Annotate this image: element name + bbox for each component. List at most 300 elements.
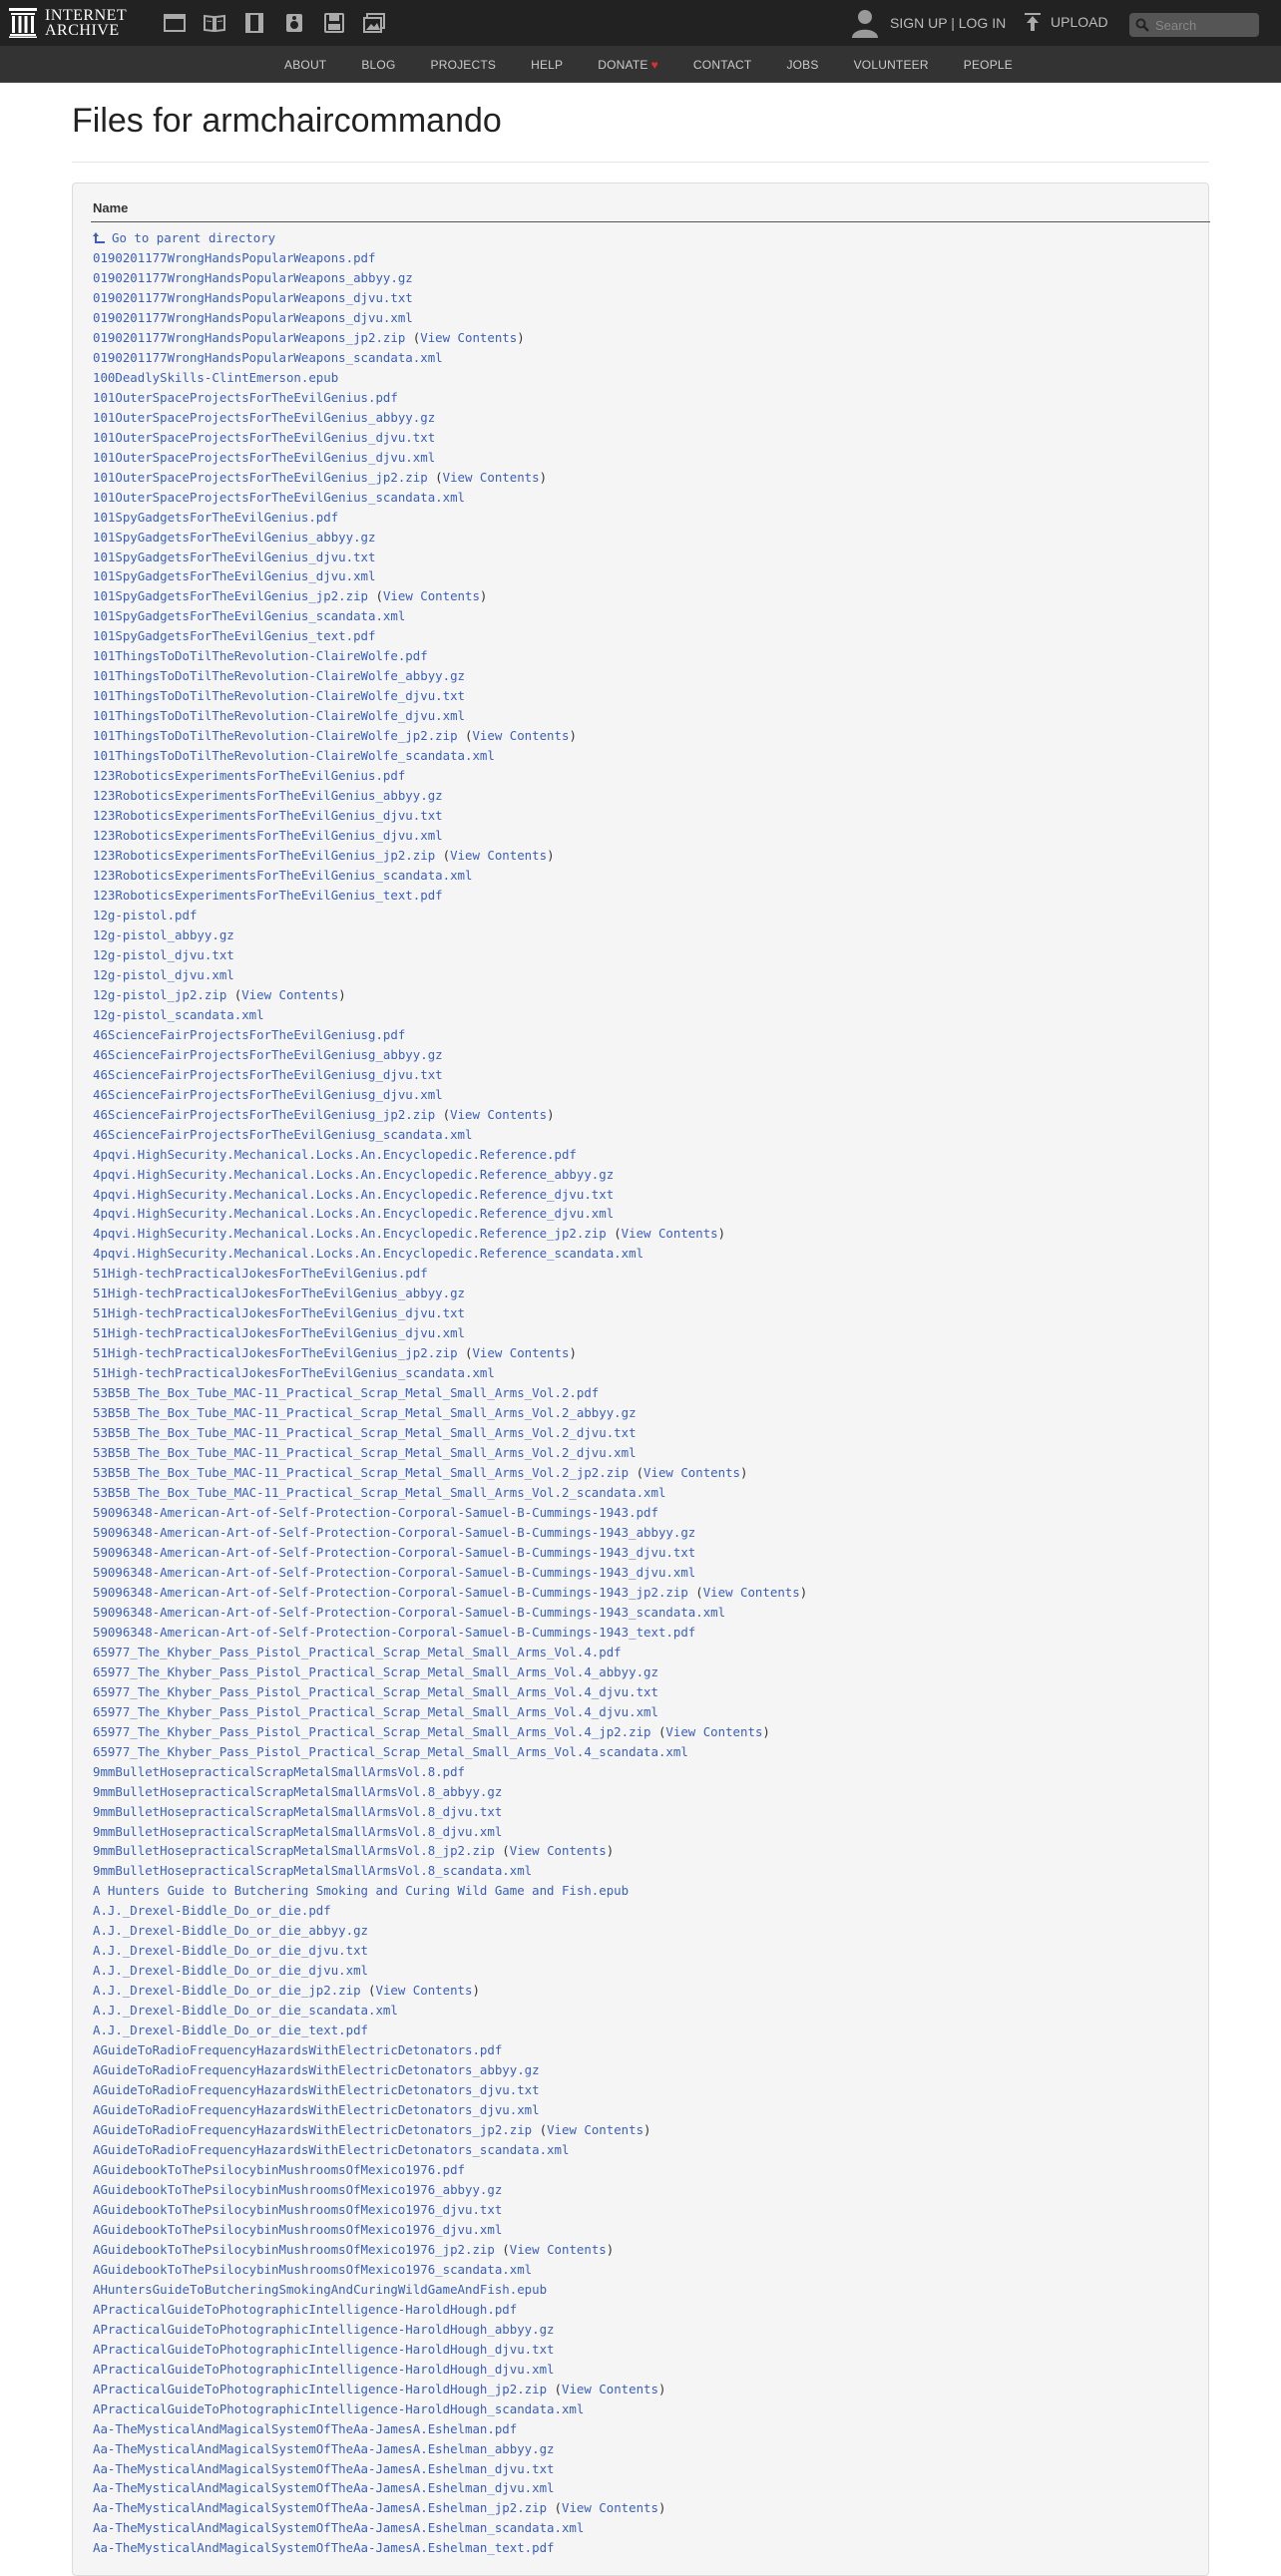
file-row [93, 1045, 807, 1065]
view-contents-link[interactable]: View Contents [450, 848, 548, 864]
file-link[interactable]: 4pqvi.HighSecurity.Mechanical.Locks.An.Encyclopedic.Reference_jp2.zip [93, 1226, 607, 1242]
file-link[interactable]: 4pqvi.HighSecurity.Mechanical.Locks.An.Encyclopedic.Reference_djvu.xml [93, 1206, 615, 1222]
file-link[interactable]: 65977_The_Khyber_Pass_Pistol_Practical_Scrap_Metal_Small_Arms_Vol.4.pdf [93, 1644, 622, 1659]
images-icon[interactable] [362, 12, 386, 34]
file-link[interactable]: 12g-pistol_scandata.xml [93, 1006, 264, 1022]
file-link[interactable]: 101ThingsToDoTilTheRevolution-ClaireWolfe_scandata.xml [93, 748, 495, 764]
file-row [93, 1165, 807, 1185]
nav-jobs[interactable]: JOBS [786, 57, 819, 72]
upload-button[interactable] [1023, 12, 1108, 32]
file-link[interactable]: 59096348-American-Art-of-Self-Protection-Corporal-Samuel-B-Cummings-1943_djvu.xml [93, 1564, 696, 1580]
view-contents-link[interactable]: View Contents [665, 1723, 763, 1739]
file-link[interactable]: 101SpyGadgetsForTheEvilGenius_scandata.xml [93, 608, 406, 624]
file-row [93, 2220, 807, 2240]
view-contents-link[interactable]: View Contents [643, 1465, 741, 1481]
file-link[interactable]: AHuntersGuideToButcheringSmokingAndCuringWildGameAndFish.epub [93, 2281, 548, 2297]
file-link[interactable]: 101SpyGadgetsForTheEvilGenius_djvu.xml [93, 568, 376, 584]
paren-close: ) [762, 1723, 770, 1739]
texts-icon[interactable] [203, 12, 226, 34]
view-contents-link[interactable]: View Contents [561, 2381, 658, 2396]
file-row [93, 468, 807, 488]
file-link[interactable]: 12g-pistol_abbyy.gz [93, 926, 234, 942]
file-link[interactable]: 51High-techPracticalJokesForTheEvilGenius_jp2.zip [93, 1345, 458, 1361]
web-icon[interactable] [163, 12, 187, 34]
paren-close: ) [539, 469, 548, 485]
file-row [93, 2419, 807, 2439]
file-link[interactable]: 101OuterSpaceProjectsForTheEvilGenius_jp2.zip [93, 469, 428, 485]
view-contents-link[interactable]: View Contents [382, 588, 480, 604]
file-link[interactable]: 65977_The_Khyber_Pass_Pistol_Practical_Scrap_Metal_Small_Arms_Vol.4_djvu.txt [93, 1683, 658, 1699]
name-column-header[interactable]: Name [93, 200, 129, 215]
file-row [93, 2060, 807, 2080]
file-row [93, 2240, 807, 2260]
file-row [93, 1543, 807, 1563]
file-row [93, 268, 807, 288]
search-input[interactable] [1153, 17, 1253, 34]
paren-open: ( [226, 986, 242, 1002]
file-link[interactable]: APracticalGuideToPhotographicIntelligence-HaroldHough_scandata.xml [93, 2400, 585, 2416]
file-row [93, 2160, 807, 2180]
paren-open: ( [457, 1345, 473, 1361]
file-row [93, 508, 807, 528]
file-link[interactable]: AGuidebookToThePsilocybinMushroomsOfMexico1976_djvu.xml [93, 2221, 503, 2237]
media-type-icons [163, 12, 402, 34]
file-link[interactable]: 0190201177WrongHandsPopularWeapons_scandata.xml [93, 349, 443, 365]
file-link[interactable]: 46ScienceFairProjectsForTheEvilGeniusg_scandata.xml [93, 1126, 473, 1142]
file-row [93, 1303, 807, 1323]
file-link[interactable]: 9mmBulletHosepracticalScrapMetalSmallArmsVol.8_djvu.xml [93, 1823, 503, 1839]
file-link[interactable]: 46ScienceFairProjectsForTheEvilGeniusg.pdf [93, 1026, 406, 1042]
file-link[interactable]: A.J._Drexel-Biddle_Do_or_die_djvu.txt [93, 1943, 369, 1959]
file-link[interactable]: 100DeadlySkills-ClintEmerson.epub [93, 369, 339, 385]
file-link[interactable]: APracticalGuideToPhotographicIntelligence-HaroldHough.pdf [93, 2301, 518, 2317]
file-row [93, 2459, 807, 2479]
paren-open: ( [457, 728, 473, 744]
file-link[interactable]: 123RoboticsExperimentsForTheEvilGenius.pdf [93, 768, 406, 784]
file-row [93, 2360, 807, 2380]
file-link[interactable]: 53B5B_The_Box_Tube_MAC-11_Practical_Scrap_Metal_Small_Arms_Vol.2_djvu.xml [93, 1445, 637, 1461]
paren-close: ) [643, 2122, 651, 2138]
title-divider [72, 162, 1209, 163]
file-row [93, 1762, 807, 1782]
nav-donate[interactable] [598, 58, 658, 72]
file-row [93, 1503, 807, 1523]
file-link[interactable]: 51High-techPracticalJokesForTheEvilGenius_djvu.txt [93, 1305, 465, 1321]
file-link[interactable]: 65977_The_Khyber_Pass_Pistol_Practical_Scrap_Metal_Small_Arms_Vol.4_jp2.zip [93, 1723, 651, 1739]
file-row [93, 2200, 807, 2220]
file-row [93, 1185, 807, 1205]
file-link[interactable]: 46ScienceFairProjectsForTheEvilGeniusg_djvu.xml [93, 1086, 443, 1102]
file-link[interactable]: 101ThingsToDoTilTheRevolution-ClaireWolfe.pdf [93, 648, 428, 664]
view-contents-link[interactable]: View Contents [702, 1584, 800, 1600]
paren-close: ) [569, 728, 577, 744]
paren-open: ( [687, 1584, 703, 1600]
file-link[interactable]: 12g-pistol_djvu.xml [93, 966, 234, 982]
file-row [93, 1523, 807, 1543]
file-link[interactable]: 101OuterSpaceProjectsForTheEvilGenius_djvu.xml [93, 449, 436, 465]
nav-volunteer[interactable]: VOLUNTEER [853, 57, 929, 72]
file-row [93, 2021, 807, 2040]
file-link[interactable]: 51High-techPracticalJokesForTheEvilGenius_scandata.xml [93, 1365, 495, 1381]
file-link[interactable]: 46ScienceFairProjectsForTheEvilGeniusg_jp2.zip [93, 1106, 436, 1122]
nav-contact[interactable]: CONTACT [692, 57, 752, 72]
paren-close: ) [517, 329, 525, 345]
file-row [93, 1742, 807, 1762]
file-row [93, 1643, 807, 1662]
file-link[interactable]: AGuidebookToThePsilocybinMushroomsOfMexico1976.pdf [93, 2161, 465, 2177]
view-contents-link[interactable]: View Contents [472, 1345, 570, 1361]
parent-directory-row [93, 228, 807, 248]
file-row [93, 288, 807, 308]
file-link[interactable]: AGuideToRadioFrequencyHazardsWithElectricDetonators_djvu.xml [93, 2102, 540, 2118]
file-row [93, 2040, 807, 2060]
file-link[interactable]: AGuidebookToThePsilocybinMushroomsOfMexico1976_scandata.xml [93, 2261, 533, 2277]
file-row [93, 806, 807, 826]
file-link[interactable]: A.J._Drexel-Biddle_Do_or_die.pdf [93, 1903, 331, 1919]
file-link[interactable]: 0190201177WrongHandsPopularWeapons_jp2.zip [93, 329, 406, 345]
file-row [93, 1682, 807, 1702]
file-row [93, 866, 807, 886]
file-link[interactable]: A.J._Drexel-Biddle_Do_or_die_abbyy.gz [93, 1923, 369, 1939]
file-link[interactable]: 65977_The_Khyber_Pass_Pistol_Practical_Scrap_Metal_Small_Arms_Vol.4_djvu.xml [93, 1703, 658, 1719]
view-contents-link[interactable]: View Contents [621, 1226, 718, 1242]
file-link[interactable]: Aa-TheMysticalAndMagicalSystemOfTheAa-JamesA.Eshelman_djvu.txt [93, 2460, 555, 2476]
file-row [93, 2280, 807, 2300]
logo-line-1: INTERNET [45, 7, 128, 24]
file-row [93, 906, 807, 925]
file-link[interactable]: 4pqvi.HighSecurity.Mechanical.Locks.An.Encyclopedic.Reference.pdf [93, 1146, 577, 1162]
internet-archive-logo[interactable] [9, 7, 149, 39]
file-row [93, 1722, 807, 1742]
file-listing-panel [72, 183, 1209, 2576]
file-link[interactable]: 65977_The_Khyber_Pass_Pistol_Practical_Scrap_Metal_Small_Arms_Vol.4_abbyy.gz [93, 1663, 658, 1679]
file-link[interactable]: 0190201177WrongHandsPopularWeapons_djvu.xml [93, 309, 413, 325]
file-link[interactable]: AGuideToRadioFrequencyHazardsWithElectricDetonators_jp2.zip [93, 2122, 533, 2138]
file-row [93, 2300, 807, 2320]
nav-blog[interactable]: BLOG [361, 57, 396, 72]
file-link[interactable]: 0190201177WrongHandsPopularWeapons_djvu.txt [93, 289, 413, 305]
file-row [93, 1224, 807, 1244]
file-link[interactable]: Aa-TheMysticalAndMagicalSystemOfTheAa-JamesA.Eshelman_abbyy.gz [93, 2440, 555, 2456]
file-row [93, 1802, 807, 1822]
file-row [93, 1363, 807, 1383]
file-link[interactable]: Aa-TheMysticalAndMagicalSystemOfTheAa-JamesA.Eshelman_djvu.xml [93, 2480, 555, 2496]
file-row [93, 1085, 807, 1105]
file-list [93, 228, 807, 2558]
file-link[interactable]: A.J._Drexel-Biddle_Do_or_die_djvu.xml [93, 1963, 369, 1979]
file-link[interactable]: 65977_The_Khyber_Pass_Pistol_Practical_Scrap_Metal_Small_Arms_Vol.4_scandata.xml [93, 1743, 688, 1759]
file-row [93, 388, 807, 408]
file-row [93, 586, 807, 606]
view-contents-link[interactable]: View Contents [442, 469, 540, 485]
paren-close: ) [547, 848, 555, 864]
file-link[interactable]: 59096348-American-Art-of-Self-Protection-Corporal-Samuel-B-Cummings-1943_scandata.xml [93, 1604, 726, 1620]
file-link[interactable]: 0190201177WrongHandsPopularWeapons.pdf [93, 249, 376, 265]
file-row [93, 2320, 807, 2340]
file-row [93, 1125, 807, 1145]
file-link[interactable]: 46ScienceFairProjectsForTheEvilGeniusg_abbyy.gz [93, 1046, 443, 1062]
file-link[interactable]: A.J._Drexel-Biddle_Do_or_die_jp2.zip [93, 1983, 361, 1999]
file-link[interactable]: 101OuterSpaceProjectsForTheEvilGenius_scandata.xml [93, 489, 465, 505]
file-link[interactable]: 101OuterSpaceProjectsForTheEvilGenius_djvu.txt [93, 429, 436, 445]
file-link[interactable]: 51High-techPracticalJokesForTheEvilGenius.pdf [93, 1266, 428, 1282]
paren-open: ( [368, 588, 383, 604]
file-row [93, 786, 807, 806]
view-contents-link[interactable]: View Contents [509, 1843, 607, 1859]
paren-open: ( [606, 1226, 622, 1242]
file-row [93, 1901, 807, 1921]
file-link[interactable]: AGuideToRadioFrequencyHazardsWithElectricDetonators_scandata.xml [93, 2142, 570, 2157]
view-contents-link[interactable]: View Contents [509, 2241, 607, 2257]
file-link[interactable]: A.J._Drexel-Biddle_Do_or_die_scandata.xml [93, 2003, 398, 2019]
file-row [93, 666, 807, 686]
paren-close: ) [740, 1465, 748, 1481]
auth-links [890, 15, 1006, 31]
file-link[interactable]: AGuideToRadioFrequencyHazardsWithElectricDetonators_abbyy.gz [93, 2062, 540, 2078]
file-row [93, 2518, 807, 2538]
file-link[interactable]: 123RoboticsExperimentsForTheEvilGenius_djvu.xml [93, 828, 443, 844]
view-contents-link[interactable]: View Contents [472, 728, 570, 744]
paren-close: ) [338, 986, 346, 1002]
nav-about[interactable]: ABOUT [284, 57, 327, 72]
paren-close: ) [569, 1345, 577, 1361]
paren-open: ( [494, 1843, 510, 1859]
paren-close: ) [472, 1983, 480, 1999]
file-row [93, 1841, 807, 1861]
file-link[interactable]: 123RoboticsExperimentsForTheEvilGenius_text.pdf [93, 887, 443, 903]
file-row [93, 2439, 807, 2459]
paren-close: ) [606, 2241, 615, 2257]
file-link[interactable]: AGuidebookToThePsilocybinMushroomsOfMexico1976_jp2.zip [93, 2241, 495, 2257]
file-row [93, 965, 807, 985]
file-link[interactable]: 9mmBulletHosepracticalScrapMetalSmallArmsVol.8.pdf [93, 1763, 465, 1779]
file-row [93, 626, 807, 646]
file-row [93, 746, 807, 766]
file-link[interactable]: 46ScienceFairProjectsForTheEvilGeniusg_djvu.txt [93, 1066, 443, 1082]
video-icon[interactable] [242, 12, 266, 34]
file-row [93, 766, 807, 786]
up-arrow-icon [93, 231, 106, 244]
file-row [93, 2340, 807, 2360]
file-row [93, 2140, 807, 2160]
software-icon[interactable] [322, 12, 346, 34]
file-row [93, 1403, 807, 1423]
file-row [93, 1702, 807, 1722]
file-row [93, 248, 807, 268]
paren-close: ) [717, 1226, 726, 1242]
file-link[interactable]: 101ThingsToDoTilTheRevolution-ClaireWolfe_jp2.zip [93, 728, 458, 744]
paren-open: ( [650, 1723, 666, 1739]
paren-close: ) [547, 1106, 555, 1122]
file-row [93, 1861, 807, 1881]
paren-close: ) [657, 2381, 666, 2396]
file-row [93, 328, 807, 348]
file-link[interactable]: 101SpyGadgetsForTheEvilGenius_text.pdf [93, 628, 376, 644]
file-link[interactable]: 0190201177WrongHandsPopularWeapons_abbyy.gz [93, 269, 413, 285]
nav-help[interactable]: HELP [531, 57, 564, 72]
file-link[interactable]: 123RoboticsExperimentsForTheEvilGenius_jp2.zip [93, 848, 436, 864]
top-bar [0, 0, 1281, 46]
file-link[interactable]: 101ThingsToDoTilTheRevolution-ClaireWolfe_abbyy.gz [93, 668, 465, 684]
file-link[interactable]: APracticalGuideToPhotographicIntelligence-HaroldHough_djvu.xml [93, 2361, 555, 2377]
file-link[interactable]: 51High-techPracticalJokesForTheEvilGenius_abbyy.gz [93, 1286, 465, 1301]
file-link[interactable]: AGuideToRadioFrequencyHazardsWithElectricDetonators.pdf [93, 2042, 503, 2058]
view-contents-link[interactable]: View Contents [420, 329, 518, 345]
paren-open: ( [547, 2381, 562, 2396]
paren-open: ( [405, 329, 421, 345]
file-link[interactable]: 59096348-American-Art-of-Self-Protection-Corporal-Samuel-B-Cummings-1943.pdf [93, 1505, 658, 1520]
file-row [93, 448, 807, 468]
file-row [93, 646, 807, 666]
file-row [93, 2100, 807, 2120]
file-row [93, 1483, 807, 1503]
file-row [93, 408, 807, 428]
file-row [93, 1782, 807, 1802]
file-row [93, 1264, 807, 1284]
file-link[interactable]: 59096348-American-Art-of-Self-Protection-Corporal-Samuel-B-Cummings-1943_jp2.zip [93, 1584, 688, 1600]
user-menu [850, 8, 1006, 38]
file-link[interactable]: 123RoboticsExperimentsForTheEvilGenius_scandata.xml [93, 868, 473, 883]
file-row [93, 566, 807, 586]
nav-people[interactable]: PEOPLE [963, 57, 1013, 72]
file-link[interactable]: 9mmBulletHosepracticalScrapMetalSmallArmsVol.8_jp2.zip [93, 1843, 495, 1859]
file-link[interactable]: AGuidebookToThePsilocybinMushroomsOfMexico1976_djvu.txt [93, 2201, 503, 2217]
file-row [93, 1244, 807, 1264]
file-link[interactable]: 53B5B_The_Box_Tube_MAC-11_Practical_Scrap_Metal_Small_Arms_Vol.2.pdf [93, 1385, 600, 1401]
view-contents-link[interactable]: View Contents [547, 2122, 644, 2138]
file-row [93, 1145, 807, 1165]
file-link[interactable]: Aa-TheMysticalAndMagicalSystemOfTheAa-JamesA.Eshelman_jp2.zip [93, 2500, 548, 2516]
file-row [93, 1204, 807, 1224]
secondary-nav [0, 46, 1281, 83]
file-row [93, 1025, 807, 1045]
file-row [93, 1623, 807, 1643]
nav-projects[interactable]: PROJECTS [430, 57, 497, 72]
file-row [93, 2478, 807, 2498]
paren-open: ( [427, 469, 443, 485]
file-row [93, 368, 807, 388]
file-row [93, 2538, 807, 2558]
paren-open: ( [494, 2241, 510, 2257]
view-contents-link[interactable]: View Contents [241, 986, 339, 1002]
paren-close: ) [606, 1843, 615, 1859]
file-row [93, 606, 807, 626]
file-link[interactable]: APracticalGuideToPhotographicIntelligence-HaroldHough_jp2.zip [93, 2381, 548, 2396]
file-row [93, 2260, 807, 2280]
file-row [93, 348, 807, 368]
file-row [93, 1443, 807, 1463]
paren-open: ( [629, 1465, 644, 1481]
paren-open: ( [547, 2500, 562, 2516]
file-link[interactable]: 123RoboticsExperimentsForTheEvilGenius_abbyy.gz [93, 788, 443, 804]
file-link[interactable]: 9mmBulletHosepracticalScrapMetalSmallArmsVol.8_abbyy.gz [93, 1783, 503, 1799]
file-row [93, 1981, 807, 2001]
paren-open: ( [360, 1983, 376, 1999]
file-link[interactable]: Aa-TheMysticalAndMagicalSystemOfTheAa-JamesA.Eshelman_text.pdf [93, 2540, 555, 2556]
file-link[interactable]: 101ThingsToDoTilTheRevolution-ClaireWolfe_djvu.xml [93, 708, 465, 724]
file-row [93, 2001, 807, 2021]
file-link[interactable]: 59096348-American-Art-of-Self-Protection-Corporal-Samuel-B-Cummings-1943_abbyy.gz [93, 1524, 696, 1540]
file-link[interactable]: 101OuterSpaceProjectsForTheEvilGenius_abbyy.gz [93, 409, 436, 425]
file-row [93, 1961, 807, 1981]
file-row [93, 1881, 807, 1901]
header-divider [91, 221, 1210, 222]
search-icon[interactable] [1135, 18, 1149, 32]
file-link[interactable]: 4pqvi.HighSecurity.Mechanical.Locks.An.Encyclopedic.Reference_abbyy.gz [93, 1166, 615, 1182]
file-link[interactable]: 123RoboticsExperimentsForTheEvilGenius_djvu.txt [93, 808, 443, 824]
file-link[interactable]: 12g-pistol.pdf [93, 907, 198, 922]
file-link[interactable]: 9mmBulletHosepracticalScrapMetalSmallArmsVol.8_scandata.xml [93, 1863, 533, 1879]
paren-close: ) [479, 588, 488, 604]
file-row [93, 308, 807, 328]
file-link[interactable]: 101SpyGadgetsForTheEvilGenius_djvu.txt [93, 549, 376, 564]
file-link[interactable]: A.J._Drexel-Biddle_Do_or_die_text.pdf [93, 2023, 369, 2038]
file-link[interactable]: 53B5B_The_Box_Tube_MAC-11_Practical_Scrap_Metal_Small_Arms_Vol.2_jp2.zip [93, 1465, 630, 1481]
file-link[interactable]: APracticalGuideToPhotographicIntelligence-HaroldHough_abbyy.gz [93, 2321, 555, 2337]
file-link[interactable]: AGuideToRadioFrequencyHazardsWithElectricDetonators_djvu.txt [93, 2082, 540, 2098]
file-row [93, 1583, 807, 1603]
log-in-link[interactable]: LOG IN [958, 15, 1007, 31]
file-link[interactable]: 101OuterSpaceProjectsForTheEvilGenius.pdf [93, 389, 398, 405]
parent-directory-label: Go to parent directory [112, 230, 276, 245]
file-link[interactable]: Aa-TheMysticalAndMagicalSystemOfTheAa-JamesA.Eshelman_scandata.xml [93, 2520, 585, 2536]
file-link[interactable]: 4pqvi.HighSecurity.Mechanical.Locks.An.Encyclopedic.Reference_scandata.xml [93, 1246, 644, 1262]
logo-line-2: ARCHIVE [45, 22, 120, 39]
file-row [93, 706, 807, 726]
file-link[interactable]: 12g-pistol_jp2.zip [93, 986, 227, 1002]
paren-open: ( [532, 2122, 548, 2138]
user-avatar-icon[interactable] [850, 8, 880, 38]
paren-open: ( [435, 848, 451, 864]
file-link[interactable]: 101ThingsToDoTilTheRevolution-ClaireWolfe_djvu.txt [93, 688, 465, 704]
file-row [93, 488, 807, 508]
file-row [93, 428, 807, 448]
view-contents-link[interactable]: View Contents [375, 1983, 473, 1999]
file-link[interactable]: 51High-techPracticalJokesForTheEvilGenius_djvu.xml [93, 1325, 465, 1341]
file-link[interactable]: 59096348-American-Art-of-Self-Protection-Corporal-Samuel-B-Cummings-1943_djvu.txt [93, 1544, 696, 1560]
view-contents-link[interactable]: View Contents [561, 2500, 658, 2516]
audio-icon[interactable] [282, 12, 306, 34]
file-row [93, 1463, 807, 1483]
file-link[interactable]: Aa-TheMysticalAndMagicalSystemOfTheAa-JamesA.Eshelman.pdf [93, 2420, 518, 2436]
file-row [93, 886, 807, 906]
file-link[interactable]: 9mmBulletHosepracticalScrapMetalSmallArmsVol.8_djvu.txt [93, 1803, 503, 1819]
file-link[interactable]: AGuidebookToThePsilocybinMushroomsOfMexico1976_abbyy.gz [93, 2181, 503, 2197]
file-link[interactable]: 59096348-American-Art-of-Self-Protection-Corporal-Samuel-B-Cummings-1943_text.pdf [93, 1624, 696, 1640]
file-row [93, 826, 807, 846]
file-row [93, 686, 807, 706]
file-link[interactable]: 53B5B_The_Box_Tube_MAC-11_Practical_Scrap_Metal_Small_Arms_Vol.2_abbyy.gz [93, 1405, 637, 1421]
nav-donate-label: DONATE [598, 57, 648, 72]
file-link[interactable]: 101SpyGadgetsForTheEvilGenius_abbyy.gz [93, 529, 376, 545]
view-contents-link[interactable]: View Contents [450, 1106, 548, 1122]
search-box [1129, 13, 1259, 37]
file-link[interactable]: 12g-pistol_djvu.txt [93, 946, 234, 962]
file-row [93, 1323, 807, 1343]
file-link[interactable]: 53B5B_The_Box_Tube_MAC-11_Practical_Scrap_Metal_Small_Arms_Vol.2_scandata.xml [93, 1485, 666, 1501]
file-row [93, 925, 807, 945]
parent-directory-link[interactable] [93, 230, 275, 245]
file-link[interactable]: APracticalGuideToPhotographicIntelligence-HaroldHough_djvu.txt [93, 2341, 555, 2357]
file-row [93, 985, 807, 1005]
archive-building-icon [9, 8, 37, 38]
sign-up-link[interactable]: SIGN UP [890, 15, 948, 31]
file-link[interactable]: 53B5B_The_Box_Tube_MAC-11_Practical_Scrap_Metal_Small_Arms_Vol.2_djvu.txt [93, 1425, 637, 1441]
file-link[interactable]: 101SpyGadgetsForTheEvilGenius.pdf [93, 509, 339, 525]
file-link[interactable]: A Hunters Guide to Butchering Smoking and Curing Wild Game and Fish.epub [93, 1883, 630, 1899]
file-link[interactable]: 4pqvi.HighSecurity.Mechanical.Locks.An.Encyclopedic.Reference_djvu.txt [93, 1186, 615, 1202]
file-link[interactable]: 101SpyGadgetsForTheEvilGenius_jp2.zip [93, 588, 369, 604]
